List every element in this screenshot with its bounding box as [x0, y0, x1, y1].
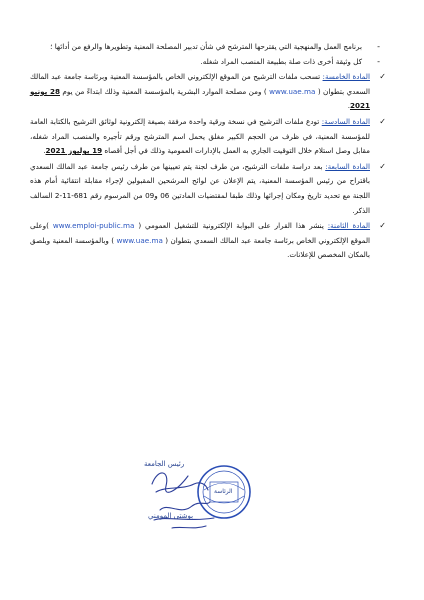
article-title: المادة السابعة:	[325, 161, 370, 171]
article-text: بعد دراسة ملفات الترشيح، من طرف لجنة يتم تعيينها من طرف رئيس جامعة عبد المالك السعدي باقتراح من رئيس المؤسسة المعنية، يتم الإعلان عن لوائح المرشحين المقبولين لإجراء مقابلة انتقائية أمام هذه اللجنة مع تحديد تاريخ ومكان إجرائها وذلك طبقا لمقتضيات المادتين 06 و09 من المرسوم رقم 681-11-2 السالف الذكر.	[30, 161, 370, 215]
document-body	[30, 40, 384, 263]
article-text: )وعلى الموقع الإلكتروني الخاص برئاسة جامعة عبد المالك السعدي بتطوان (	[30, 221, 371, 245]
signature-block	[96, 432, 276, 562]
article-text: ) وبالمؤسسة المعنية وبلصق بالمكان المخصص للإعلانات.	[30, 235, 370, 260]
checkmark-icon: ✓	[379, 161, 386, 171]
stamp-label: الرئاسة	[214, 488, 233, 495]
signature-and-stamp-graphic	[96, 432, 276, 562]
website-link[interactable]: www.uae.ma	[269, 86, 316, 96]
article-text: تسحب ملفات الترشيح من الموقع الإلكتروني الخاص بالمؤسسة المعنية وبرئاسة جامعة عبد المالك السعدي بتطوان (	[30, 72, 370, 96]
list-item	[30, 40, 384, 55]
article-8	[30, 219, 384, 263]
deadline-date: 19 يوليوز 2021	[45, 146, 103, 156]
article-5	[30, 70, 384, 114]
punctuation: .	[43, 146, 46, 156]
emploi-public-link[interactable]: www.emploi-public.ma	[52, 221, 135, 231]
article-6	[30, 115, 384, 159]
article-text: ) ومن مصلحة الموارد البشرية بالمؤسسة المعنية وذلك ابتداءً من يوم	[60, 86, 270, 96]
signature-name: بوشتى المومني	[148, 512, 194, 520]
bullet-text: برنامج العمل والمنهجية التي يقترحها المترشح في شأن تدبير المصلحة المعنية وتطويرها والرفع من أدائها ؛	[50, 42, 362, 51]
list-item	[30, 55, 384, 70]
bullet-text: كل وثيقة أخرى ذات صلة بطبيعة المنصب المراد شغله.	[200, 56, 362, 66]
start-date: 28 يونيو 2021	[30, 86, 370, 111]
article-title: المادة الثامنة:	[327, 221, 371, 231]
dash-marker: -	[377, 42, 380, 51]
article-text: تودع ملفات الترشيح في نسخة ورقية واحدة مرفقة بصيغة إلكترونية لوثائق الترشيح بالكتابة العامة للمؤسسة المعنية، في ظرف من الحجم الكبير مغلق يحمل اسم المترشح ورقم تأجيره والمنصب المراد شغله، مقابل وصل استلام خلال التوقيت الجاري به العمل بالإدارات العمومية وذلك في أجل أقصاه	[30, 116, 370, 156]
checkmark-icon: ✓	[379, 72, 386, 82]
dash-marker: -	[377, 56, 380, 66]
article-text: ينشر هذا القرار على البوابة الإلكترونية للتشغيل العمومي (	[134, 221, 328, 231]
checkmark-icon: ✓	[379, 221, 386, 231]
article-7	[30, 160, 384, 218]
signature-title: رئيس الجامعة	[144, 460, 185, 468]
punctuation: .	[347, 101, 350, 111]
article-title: المادة السادسة:	[321, 116, 370, 126]
website-link[interactable]: www.uae.ma	[116, 235, 163, 245]
checkmark-icon: ✓	[379, 116, 386, 126]
article-title: المادة الخامسة:	[322, 72, 370, 82]
